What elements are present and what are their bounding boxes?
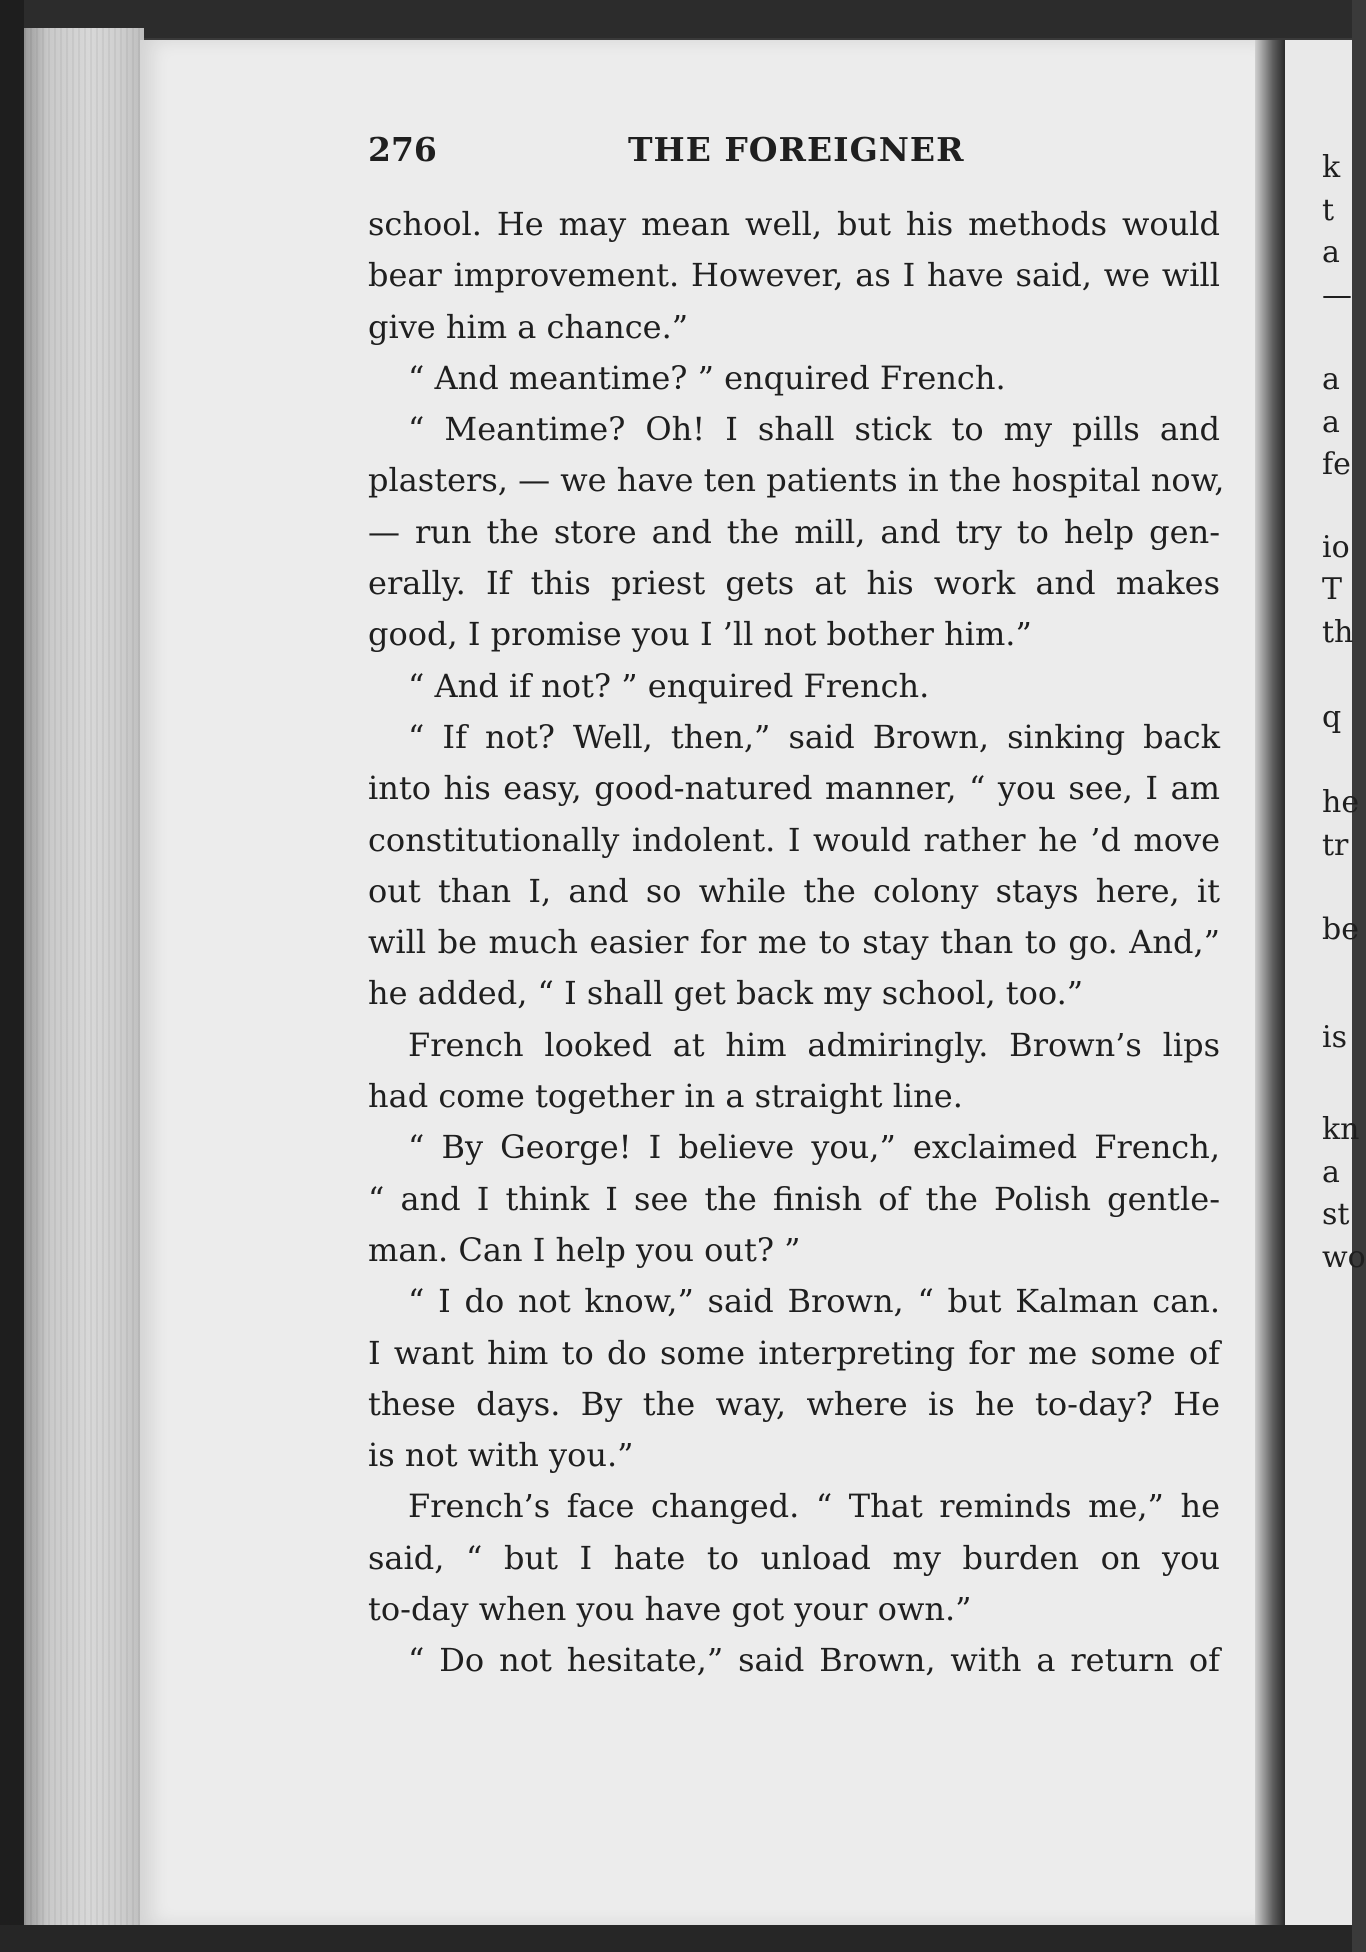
text-line: “ If not? Well, then,” said Brown, sinking back bbox=[408, 717, 1220, 756]
text-line: “ Do not hesitate,” said Brown, with a return of bbox=[408, 1641, 1220, 1680]
text-line: bear improvement. However, as I have said, we will bbox=[368, 256, 1220, 295]
text-line: “ and I think I see the finish of the Polish gentle- bbox=[368, 1179, 1220, 1218]
text-line: had come together in a straight line. bbox=[368, 1077, 963, 1116]
text-line: “ Meantime? Oh! I shall stick to my pills and bbox=[408, 410, 1220, 449]
text-line: French’s face changed. “ That reminds me,” he bbox=[408, 1487, 1220, 1526]
text-line: — run the store and the mill, and try to help gen- bbox=[368, 512, 1220, 551]
facing-page-fragment: he bbox=[1322, 785, 1360, 820]
text-line: he added, “ I shall get back my school, too.” bbox=[368, 974, 1084, 1013]
facing-page-fragment: k bbox=[1322, 150, 1341, 185]
facing-page-fragment: a bbox=[1322, 235, 1340, 270]
text-line: into his easy, good-natured manner, “ you see, I am bbox=[368, 769, 1220, 808]
text-line: out than I, and so while the colony stays here, it bbox=[368, 871, 1220, 910]
book-gutter bbox=[1255, 40, 1285, 1925]
text-line: will be much easier for me to stay than to go. And,” bbox=[368, 923, 1220, 962]
text-line: “ And meantime? ” enquired French. bbox=[408, 358, 1006, 397]
facing-page-fragment: a bbox=[1322, 1155, 1340, 1190]
text-line: French looked at him admiringly. Brown’s lips bbox=[408, 1025, 1220, 1064]
scanner-background-bottom bbox=[0, 1925, 1352, 1952]
text-line: these days. By the way, where is he to-day? He bbox=[368, 1384, 1220, 1423]
facing-page-fragment: is bbox=[1322, 1020, 1347, 1055]
facing-page-fragment: st bbox=[1322, 1197, 1350, 1232]
text-line: give him a chance.” bbox=[368, 307, 689, 346]
facing-page-fragment: a bbox=[1322, 362, 1340, 397]
text-line: to-day when you have got your own.” bbox=[368, 1590, 972, 1629]
text-line: plasters, — we have ten patients in the hospital now, bbox=[368, 461, 1225, 500]
facing-page-fragment: th bbox=[1322, 615, 1354, 650]
text-line: good, I promise you I ’ll not bother him.” bbox=[368, 615, 1032, 654]
facing-page-fragment: tr bbox=[1322, 828, 1349, 863]
text-line: I want him to do some interpreting for me some of bbox=[368, 1333, 1220, 1372]
scanner-background-left bbox=[0, 0, 24, 1952]
text-line: constitutionally indolent. I would rather he ’d move bbox=[368, 820, 1220, 859]
running-title: THE FOREIGNER bbox=[628, 130, 965, 169]
facing-page-fragment: io bbox=[1322, 530, 1350, 565]
body-text bbox=[368, 199, 1225, 1687]
page-header bbox=[368, 130, 1220, 180]
page-number: 276 bbox=[368, 130, 437, 169]
text-line: man. Can I help you out? ” bbox=[368, 1230, 801, 1269]
facing-page-fragment: t bbox=[1322, 193, 1335, 228]
text-line: is not with you.” bbox=[368, 1436, 634, 1475]
facing-page-fragment: T bbox=[1322, 572, 1343, 607]
text-line: “ By George! I believe you,” exclaimed French, bbox=[408, 1128, 1220, 1167]
text-line: erally. If this priest gets at his work and makes bbox=[368, 564, 1220, 603]
scanner-background-top bbox=[0, 0, 1352, 38]
text-line: “ And if not? ” enquired French. bbox=[408, 666, 930, 705]
facing-page-text bbox=[1322, 0, 1366, 1952]
facing-page-fragment: q bbox=[1322, 700, 1342, 735]
facing-page-fragment: a bbox=[1322, 405, 1340, 440]
page-edges-texture bbox=[24, 28, 144, 1928]
facing-page-fragment: fe bbox=[1322, 447, 1351, 482]
facing-page-fragment: wo bbox=[1322, 1240, 1366, 1275]
facing-page-fragment: be bbox=[1322, 912, 1359, 947]
text-line: “ I do not know,” said Brown, “ but Kalman can. bbox=[408, 1282, 1220, 1321]
facing-page-fragment: — bbox=[1322, 278, 1352, 313]
text-line: said, “ but I hate to unload my burden on you bbox=[368, 1538, 1220, 1577]
facing-page-fragment: kn bbox=[1322, 1112, 1360, 1147]
text-line: school. He may mean well, but his methods would bbox=[368, 205, 1220, 243]
